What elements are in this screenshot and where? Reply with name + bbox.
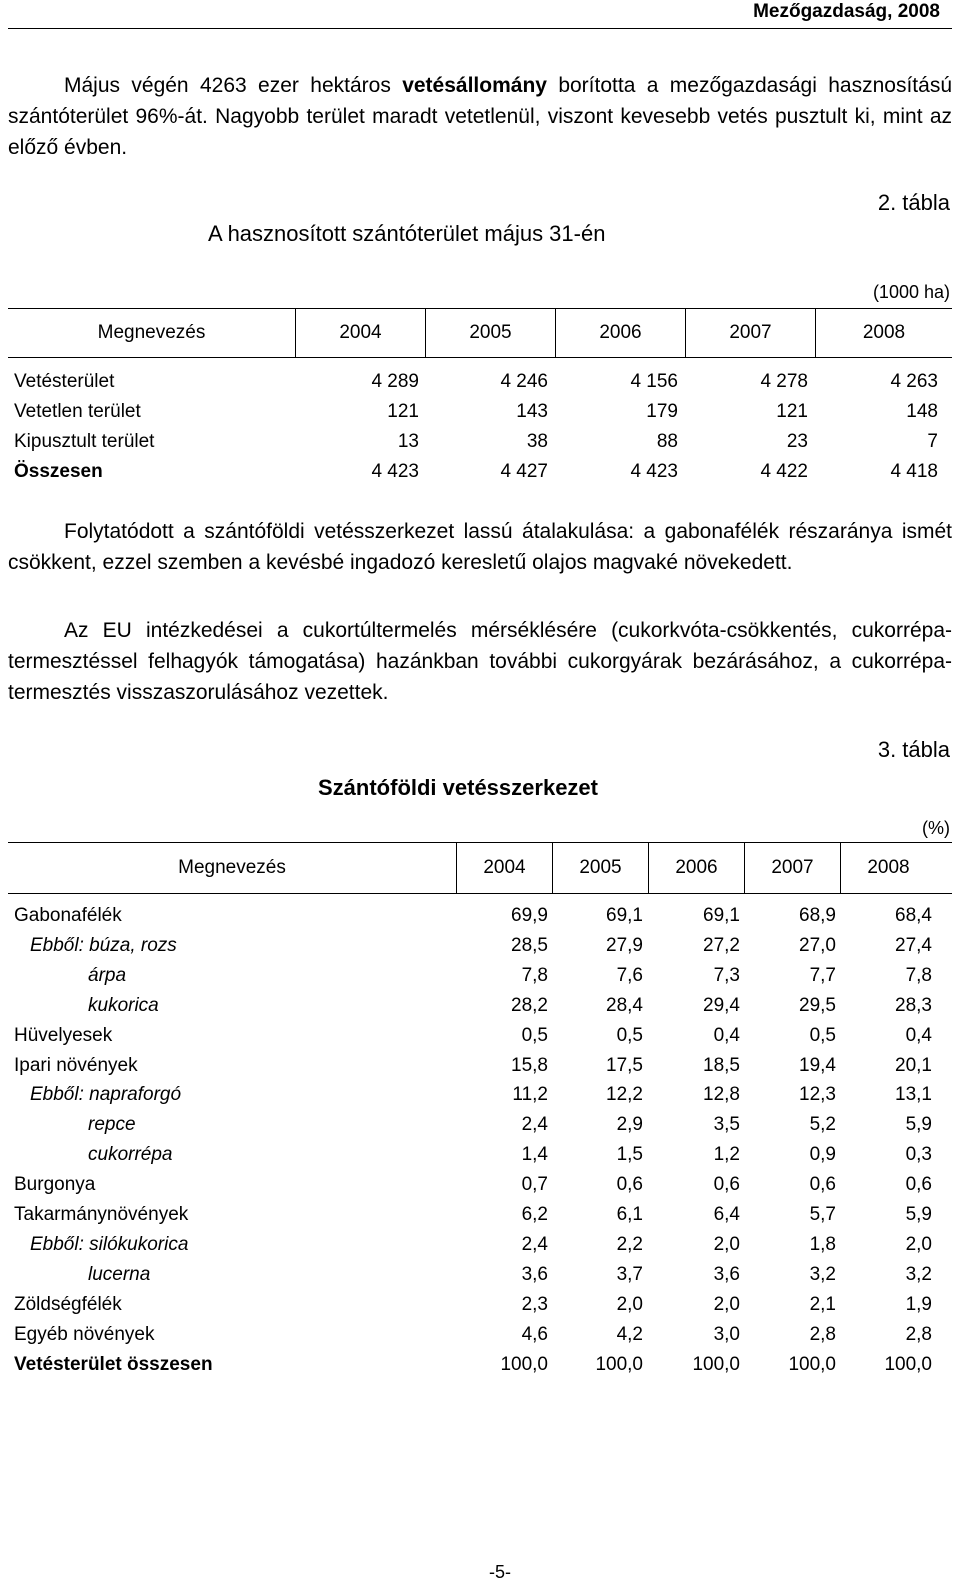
cell-value: 100,0 [595,1353,643,1375]
row-label: Vetetlen terület [14,401,141,422]
cell-value: 0,5 [809,1024,836,1046]
table2-number: 2. tábla [877,190,950,215]
table-row [8,1171,952,1201]
column-header-year: 2008 [815,309,952,357]
cell-value: 0,6 [809,1174,836,1196]
cell-value: 69,1 [703,905,740,926]
cell-value: 0,6 [905,1174,932,1196]
table3-number: 3. tábla [877,737,950,762]
table-row [8,1141,952,1171]
bold-term: vetésállomány [402,74,547,97]
cell-value: 1,9 [905,1293,932,1315]
cell-value: 7,6 [616,964,643,986]
table2-header-row [8,308,952,358]
table-row [8,1022,952,1052]
cell-value: 2,3 [521,1293,548,1315]
cell-value: 2,4 [521,1233,548,1255]
cell-value: 5,9 [905,1114,932,1136]
cell-value: 12,3 [799,1084,836,1106]
cell-value: 4 289 [371,371,419,392]
intro-paragraph [8,70,952,163]
cell-value: 38 [526,431,548,452]
cell-value: 3,2 [809,1263,836,1285]
table3-header-row [8,842,952,894]
cell-value: 11,2 [512,1084,548,1106]
cell-value: 12,8 [703,1084,740,1106]
cell-value: 18,5 [703,1054,740,1076]
cell-value: 100,0 [500,1353,548,1375]
cell-value: 23 [786,431,808,452]
cell-value: 3,6 [713,1263,740,1285]
cell-value: 69,1 [606,905,643,926]
row-label: Kipusztult terület [14,431,155,452]
cell-value: 121 [776,401,808,422]
cell-value: 0,4 [713,1024,740,1046]
table-row [8,1081,952,1111]
header-rule [8,28,952,29]
cell-value: 6,1 [616,1204,643,1225]
cell-value: 13,1 [895,1084,932,1106]
cell-value: 2,0 [713,1293,740,1315]
cell-value: 28,5 [511,934,548,956]
table-row [8,1291,952,1321]
column-header-label: Megnevezés [178,857,286,878]
table3-title: Szántóföldi vetésszerkezet [318,775,598,800]
cell-value: 0,4 [905,1024,932,1046]
column-header-year: 2005 [552,843,648,893]
row-label: cukorrépa [88,1144,173,1166]
cell-value: 0,7 [521,1174,548,1196]
cell-value: 148 [906,401,938,422]
row-label: Zöldségfélék [14,1293,122,1315]
cell-value: 4 418 [890,461,938,482]
cell-value: 179 [646,401,678,422]
cell-value: 88 [656,431,678,452]
cell-value: 29,5 [799,994,836,1016]
row-label: kukorica [88,994,159,1016]
cell-value: 20,1 [895,1054,932,1076]
cell-value: 15,8 [511,1054,548,1076]
cell-value: 2,8 [905,1323,932,1345]
cell-value: 100,0 [788,1353,836,1375]
cell-value: 17,5 [606,1054,643,1076]
running-header: Mezőgazdaság, 2008 [753,1,940,22]
cell-value: 4,6 [521,1323,548,1345]
table-row [8,902,952,932]
column-header-year: 2004 [456,843,552,893]
table-row [8,428,952,458]
cell-value: 2,1 [809,1293,836,1315]
table-row [8,458,952,488]
cell-value: 4 423 [630,461,678,482]
cell-value: 68,4 [895,905,932,926]
column-header-year: 2006 [648,843,744,893]
cell-value: 7,8 [521,964,548,986]
row-label: árpa [88,964,127,986]
page-number: -5- [489,1562,511,1582]
cell-value: 3,7 [616,1263,643,1285]
cell-value: 7,8 [905,964,932,986]
cell-value: 12,2 [606,1084,643,1106]
cell-value: 29,4 [703,994,740,1016]
column-header-year: 2007 [685,309,815,357]
column-header-year: 2006 [555,309,685,357]
cell-value: 0,3 [905,1144,932,1166]
cell-value: 13 [397,431,419,452]
cell-value: 3,2 [905,1263,932,1285]
cell-value: 4 156 [630,371,678,392]
table-row [8,962,952,992]
column-header-year: 2007 [744,843,840,893]
cell-value: 4 422 [760,461,808,482]
row-label: Ipari növények [14,1054,138,1076]
cell-value: 100,0 [692,1353,740,1375]
text-run: borította a mezőgazdasági hasznosítású szántóterület 96%-át. Nagyobb terület maradt vetetlenül, viszont kevesebb vetés pusztult ki, mint az előző évben. [8,74,952,159]
table2-unit: (1000 ha) [872,282,950,302]
cell-value: 1,8 [809,1233,836,1255]
cell-value: 2,8 [809,1323,836,1345]
column-header-year: 2008 [840,843,936,893]
cell-value: 28,3 [895,994,932,1016]
cell-value: 3,6 [521,1263,548,1285]
paragraph-cukorrepa: Az EU intézkedései a cukortúltermelés mérséklésére (cukorkvóta-csökkentés, cukorrépa-termesztéssel felhagyók támogatása) hazánkban további cukorgyárak bezárásához, a cukorrépa-termesztés visszaszorulásához vezettek. [8,619,952,704]
table-row [8,1052,952,1082]
cell-value: 4 427 [500,461,548,482]
cell-value: 100,0 [884,1353,932,1375]
cell-value: 27,4 [895,934,932,956]
table-row [8,1351,952,1381]
column-header-year: 2005 [425,309,555,357]
cell-value: 69,9 [511,905,548,926]
cell-value: 7,3 [713,964,740,986]
row-label: Összesen [14,461,103,482]
cell-value: 6,4 [713,1204,740,1225]
cell-value: 28,2 [511,994,548,1016]
cell-value: 5,2 [809,1114,836,1136]
text-run: Május végén 4263 ezer hektáros [64,74,403,97]
cell-value: 5,9 [905,1204,932,1225]
cell-value: 4 263 [890,371,938,392]
cell-value: 2,0 [616,1293,643,1315]
cell-value: 28,4 [606,994,643,1016]
cell-value: 0,6 [616,1174,643,1196]
cell-value: 4 246 [500,371,548,392]
table3-unit: (%) [922,818,950,838]
column-header-label: Megnevezés [97,322,206,343]
row-label: Hüvelyesek [14,1024,113,1046]
cell-value: 19,4 [799,1054,836,1076]
cell-value: 0,6 [713,1174,740,1196]
cell-value: 0,9 [809,1144,836,1166]
cell-value: 3,5 [713,1114,740,1136]
cell-value: 27,9 [606,934,643,956]
table-row [8,1321,952,1351]
cell-value: 1,4 [521,1144,548,1166]
cell-value: 2,9 [616,1114,643,1136]
cell-value: 27,2 [703,934,740,956]
table-row [8,1111,952,1141]
table-row [8,368,952,398]
cell-value: 2,0 [713,1233,740,1255]
table2-title: A hasznosított szántóterület május 31-én [208,221,606,246]
cell-value: 121 [387,401,419,422]
cell-value: 1,5 [616,1144,643,1166]
cell-value: 4 423 [371,461,419,482]
cell-value: 7,7 [809,964,836,986]
row-label: Takarmánynövények [14,1204,189,1225]
table-row [8,932,952,962]
cell-value: 68,9 [799,905,836,926]
table-row [8,398,952,428]
table-row [8,1201,952,1231]
table-row [8,1261,952,1291]
table-row [8,992,952,1022]
paragraph-vetesszerkezet: Folytatódott a szántóföldi vetésszerkezet lassú átalakulása: a gabonafélék részaránya ismét csökkent, ezzel szemben a kevésbé ingadozó keresletű olajos magvaké növekedett. [8,520,952,574]
row-label: Ebből: napraforgó [30,1084,182,1106]
row-label: Burgonya [14,1174,96,1196]
row-label: lucerna [88,1263,151,1285]
cell-value: 2,0 [905,1233,932,1255]
cell-value: 2,4 [521,1114,548,1136]
row-label: Ebből: búza, rozs [30,934,177,956]
table-row [8,1231,952,1261]
cell-value: 27,0 [799,934,836,956]
cell-value: 0,5 [521,1024,548,1046]
row-label: Ebből: silókukorica [30,1233,189,1255]
row-label: Egyéb növények [14,1323,155,1345]
cell-value: 3,0 [713,1323,740,1345]
cell-value: 6,2 [521,1204,548,1225]
cell-value: 2,2 [616,1233,643,1255]
row-label: Gabonafélék [14,905,122,926]
row-label: Vetésterület összesen [14,1353,213,1375]
cell-value: 5,7 [809,1204,836,1225]
cell-value: 4 278 [760,371,808,392]
cell-value: 0,5 [616,1024,643,1046]
row-label: Vetésterület [14,371,115,392]
column-header-year: 2004 [295,309,425,357]
row-label: repce [88,1114,136,1136]
cell-value: 7 [927,431,938,452]
cell-value: 143 [516,401,548,422]
cell-value: 1,2 [713,1144,740,1166]
cell-value: 4,2 [616,1323,643,1345]
